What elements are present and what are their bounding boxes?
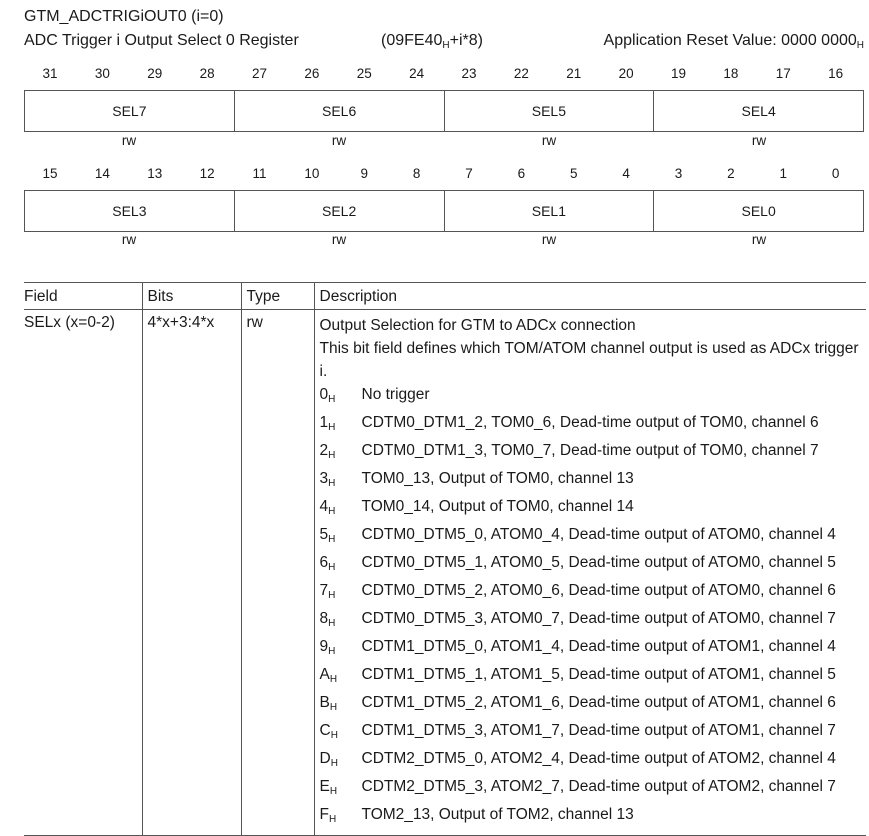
enum-text: CDTM0_DTM1_3, TOM0_7, Dead-time output of TOM0, channel 7 <box>361 442 819 459</box>
bit-number: 3 <box>674 166 683 181</box>
enum-code-sub: H <box>328 814 337 825</box>
reset-sub: H <box>856 40 864 51</box>
bit-number: 31 <box>42 66 58 81</box>
bit-number: 6 <box>517 166 526 181</box>
enum-item <box>320 803 867 831</box>
enum-code: $A_H$ <box>319 666 338 685</box>
bits-cell: 4*x+3:4*x <box>142 310 241 836</box>
enum-code: $5_H$ <box>319 526 336 545</box>
enum-code: $4_H$ <box>319 498 336 517</box>
enum-code-sub: H <box>329 674 338 685</box>
access-type: rw <box>751 133 767 148</box>
bit-number: 22 <box>513 66 529 81</box>
register-field-sel7: SEL7 <box>25 91 235 131</box>
enum-code: $B_H$ <box>319 694 338 713</box>
enum-code-sub: H <box>328 534 336 545</box>
bit-number: 17 <box>775 66 791 81</box>
enum-code-sub: H <box>328 646 336 657</box>
enum-item <box>320 775 867 803</box>
description-text: This bit field defines which TOM/ATOM channel output is used as ADCx trigger i. <box>319 340 859 380</box>
enum-code-sub: H <box>328 394 336 405</box>
enum-code-sub: H <box>328 618 336 629</box>
enum-item <box>320 663 867 691</box>
register-address <box>381 32 483 51</box>
enum-code: $6_H$ <box>319 554 336 573</box>
register-field-sel6: SEL6 <box>235 91 445 131</box>
bit-number: 1 <box>779 166 787 181</box>
enum-code-sub: H <box>328 450 336 461</box>
bit-number: 4 <box>622 166 630 181</box>
bit-number: 14 <box>94 166 110 181</box>
enum-text: CDTM1_DTM5_2, ATOM1_6, Dead-time output of ATOM1, channel 6 <box>361 694 836 711</box>
header-bits: Bits <box>142 283 241 310</box>
enum-code-sub: H <box>328 590 336 601</box>
enum-text: CDTM0_DTM1_2, TOM0_6, Dead-time output of TOM0, channel 6 <box>361 414 819 431</box>
enum-code: $8_H$ <box>319 610 336 629</box>
enum-item <box>320 411 867 439</box>
access-type: rw <box>541 232 557 247</box>
bit-number: 12 <box>199 166 215 181</box>
enum-item <box>320 747 867 775</box>
enum-text: CDTM1_DTM5_3, ATOM1_7, Dead-time output of ATOM1, channel 7 <box>361 722 836 739</box>
bit-number: 21 <box>566 66 582 81</box>
bit-number: 29 <box>147 66 163 81</box>
table-row <box>24 310 866 836</box>
register-field-sel1: SEL1 <box>445 191 655 231</box>
enum-code: $3_H$ <box>319 470 336 489</box>
enum-item <box>320 439 867 467</box>
reset-value <box>604 32 864 51</box>
bit-number: 26 <box>304 66 320 81</box>
register-field-sel4: SEL4 <box>741 103 776 119</box>
lower-bit-numbers <box>24 166 864 184</box>
enum-code-sub: H <box>328 506 336 517</box>
enum-text: CDTM0_DTM5_1, ATOM0_5, Dead-time output of ATOM0, channel 5 <box>361 554 836 571</box>
enum-code: $F_H$ <box>319 806 337 825</box>
bit-number: 30 <box>94 66 110 81</box>
enum-code-sub: H <box>329 702 338 713</box>
upper-register-row <box>24 90 864 132</box>
enum-code: $1_H$ <box>319 414 336 433</box>
access-type: rw <box>331 232 347 247</box>
bit-number: 11 <box>252 166 267 181</box>
bit-number: 15 <box>42 166 58 181</box>
enum-code: $7_H$ <box>319 582 336 601</box>
bit-number: 5 <box>569 166 578 181</box>
enum-code: $2_H$ <box>319 442 336 461</box>
lower-access-row <box>24 232 864 248</box>
enum-text: TOM0_14, Output of TOM0, channel 14 <box>361 498 634 515</box>
bit-number: 23 <box>461 66 477 81</box>
bit-number: 8 <box>412 166 421 181</box>
enum-text: TOM0_13, Output of TOM0, channel 13 <box>361 470 634 487</box>
enum-item <box>320 551 867 579</box>
bit-number: 10 <box>304 166 320 181</box>
description-cell <box>314 310 866 836</box>
enum-code-sub: H <box>330 730 338 741</box>
bit-number: 19 <box>670 66 687 81</box>
enum-code-sub: H <box>330 758 338 769</box>
upper-access-row <box>24 133 864 149</box>
enum-code-sub: H <box>328 562 336 573</box>
header-field: Field <box>24 283 142 310</box>
enum-code: $D_H$ <box>319 750 338 769</box>
bit-number: 13 <box>147 166 163 181</box>
address-suffix: +i*8) <box>449 32 483 49</box>
enum-code-sub: H <box>328 422 336 433</box>
register-name: GTM_ADCTRIGiOUT0 (i=0) <box>24 8 224 25</box>
header-type: Type <box>241 283 314 310</box>
enum-text: CDTM1_DTM5_1, ATOM1_5, Dead-time output of ATOM1, channel 5 <box>361 666 836 683</box>
description-title: Output Selection for GTM to ADCx connection <box>319 317 636 334</box>
bit-number: 27 <box>251 66 268 81</box>
bit-number: 24 <box>409 66 425 81</box>
enum-item <box>320 383 867 411</box>
bit-number: 16 <box>828 66 844 81</box>
bit-number: 7 <box>465 166 473 181</box>
register-long-name: ADC Trigger i Output Select 0 Register <box>24 32 299 49</box>
enum-item <box>320 691 867 719</box>
access-type: rw <box>121 232 137 247</box>
enum-text: CDTM0_DTM5_3, ATOM0_7, Dead-time output of ATOM0, channel 7 <box>361 610 836 627</box>
enum-item <box>320 607 867 635</box>
bit-number: 9 <box>360 166 368 181</box>
enum-item <box>320 523 867 551</box>
enum-item <box>320 719 867 747</box>
reset-label: Application Reset Value: 0000 0000 <box>603 32 857 49</box>
register-field-sel2: SEL2 <box>235 191 445 231</box>
enum-code: $0_H$ <box>319 386 336 405</box>
enum-text: CDTM0_DTM5_0, ATOM0_4, Dead-time output of ATOM0, channel 4 <box>361 526 836 543</box>
register-field-sel5: SEL5 <box>445 91 655 131</box>
bit-number: 0 <box>831 166 840 181</box>
field-table <box>24 282 866 836</box>
field-cell: SELx (x=0-2) <box>24 310 142 836</box>
enum-code-sub: H <box>329 786 338 797</box>
enum-text: No trigger <box>361 386 430 403</box>
address-sub: H <box>442 40 450 51</box>
bit-number: 2 <box>727 166 735 181</box>
access-type: rw <box>121 133 137 148</box>
enum-text: CDTM1_DTM5_0, ATOM1_4, Dead-time output of ATOM1, channel 4 <box>361 638 836 655</box>
enum-text: TOM2_13, Output of TOM2, channel 13 <box>361 806 634 823</box>
access-type: rw <box>331 133 347 148</box>
table-header-row <box>24 283 866 310</box>
enum-code: $C_H$ <box>319 722 338 741</box>
enum-item <box>320 579 867 607</box>
upper-bit-numbers <box>24 66 864 84</box>
enum-text: CDTM2_DTM5_3, ATOM2_7, Dead-time output of ATOM2, channel 7 <box>361 778 836 795</box>
address-base: (09FE40 <box>381 32 443 49</box>
access-type: rw <box>541 133 557 148</box>
type-cell: rw <box>241 310 314 836</box>
register-field-sel3: SEL3 <box>25 191 235 231</box>
enum-text: CDTM0_DTM5_2, ATOM0_6, Dead-time output of ATOM0, channel 6 <box>361 582 836 599</box>
register-field-sel0: SEL0 <box>741 203 776 219</box>
lower-register-row <box>24 190 864 232</box>
bit-number: 28 <box>199 66 215 81</box>
bit-number: 20 <box>618 66 634 81</box>
enum-code-sub: H <box>328 478 336 489</box>
enum-text: CDTM2_DTM5_0, ATOM2_4, Dead-time output of ATOM2, channel 4 <box>361 750 836 767</box>
enum-item <box>320 635 867 663</box>
header-description: Description <box>314 283 866 310</box>
bit-number: 25 <box>356 66 372 81</box>
enum-code: $E_H$ <box>319 778 338 797</box>
enum-code: $9_H$ <box>319 638 336 657</box>
enum-item <box>320 495 867 523</box>
access-type: rw <box>751 232 767 247</box>
bit-number: 18 <box>723 66 739 81</box>
enum-item <box>320 467 867 495</box>
